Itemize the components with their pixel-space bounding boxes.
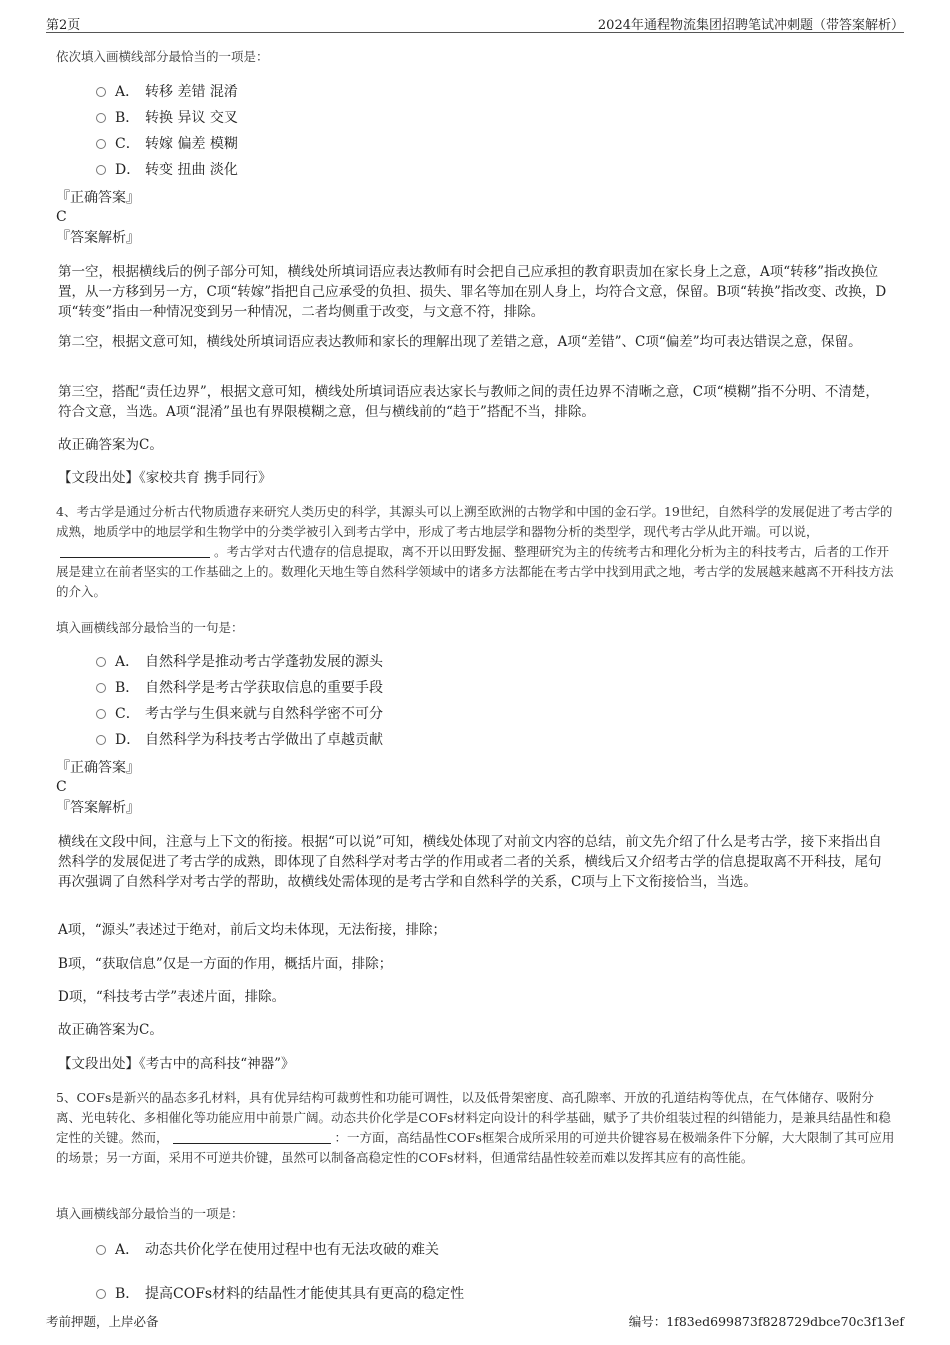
document-title: 2024年通程物流集团招聘笔试冲刺题（带答案解析） [597, 18, 904, 33]
page-header [46, 12, 904, 33]
answer-value: C [56, 779, 67, 795]
q3-option-b[interactable]: B． 转换 异议 交叉 [96, 108, 238, 128]
radio-icon[interactable] [96, 1245, 106, 1255]
radio-icon[interactable] [96, 735, 106, 745]
q4-option-c[interactable]: C． 考古学与生俱来就与自然科学密不可分 [96, 704, 383, 724]
q3-option-a[interactable]: A． 转移 差错 混淆 [96, 82, 238, 102]
q3-option-c[interactable]: C． 转嫁 偏差 模糊 [96, 134, 238, 154]
analysis-label: 『答案解析』 [56, 230, 140, 246]
q4-option-a[interactable]: A． 自然科学是推动考古学蓬勃发展的源头 [96, 652, 383, 672]
radio-icon[interactable] [96, 1289, 106, 1299]
q5-option-a[interactable]: A． 动态共价化学在使用过程中也有无法攻破的难关 [96, 1240, 439, 1260]
radio-icon[interactable] [96, 113, 106, 123]
q5-option-b[interactable]: B． 提高COFs材料的结晶性才能使其具有更高的稳定性 [96, 1284, 464, 1304]
analysis-paragraph: 第一空，根据横线后的例子部分可知，横线处所填词语应表达教师有时会把自己应承担的教育职责加在家长身上之意，A项“转移”指改换位置，从一方移到另一方，C项“转嫁”指把自己应承受的负担、损失、罪名等加在别人身上，均符合文意，保留。B项“转换”指改变、改换，D项“转变”指由一种情况变到另一种情况，二者均侧重于改变，与文意不符，排除。 [58, 264, 887, 320]
answer-value: C [56, 209, 67, 225]
footer-slogan: 考前押题，上岸必备 [46, 1314, 159, 1329]
page-number: 第2页 [46, 18, 81, 33]
analysis-paragraph: A项，“源头”表述过于绝对，前后文均未体现，无法衔接，排除； [58, 922, 447, 938]
analysis-paragraph: 横线在文段中间，注意与上下文的衔接。根据“可以说”可知，横线处体现了对前文内容的总结，前文先介绍了什么是考古学，接下来指出自然科学的发展促进了考古学的成熟，即体现了自然科学对考古学的作用或者二者的关系，横线后又介绍考古学的信息提取离不开科技，尾句再次强调了自然科学对考古学的帮助，故横线处需体现的是考古学和自然科学的关系，C项与上下文衔接恰当，当选。 [58, 834, 882, 890]
document-id: 编号：1f83ed699873f828729dbce70c3f13ef [628, 1314, 904, 1329]
analysis-label: 『答案解析』 [56, 800, 140, 816]
analysis-paragraph: 第二空，根据文意可知，横线处所填词语应表达教师和家长的理解出现了差错之意，A项“差错”、C项“偏差”均可表达错误之意，保留。 [58, 334, 862, 350]
q5-passage: 5、COFs是新兴的晶态多孔材料，具有优异结构可裁剪性和功能可调性，以及低骨架密度、高孔隙率、开放的孔道结构等优点，在气体储存、吸附分离、光电转化、多相催化等功能应用中前景广阔。动态共价化学是COFs材料定向设计的科学基础，赋予了共价组装过程的纠错能力，是兼具结晶性和稳定性的关键。然而， ：一方面，高结晶性COFs框架合成所采用的可逆共价键容易在极端条件下分解，大大限制了其可应用的场景；另一方面，采用不可逆共价键，虽然可以制备高稳定性的COFs材料，但通常结晶性较差而难以发挥其应有的高性能。 [56, 1090, 895, 1165]
analysis-conclusion: 故正确答案为C。 [58, 437, 163, 453]
q4-passage: 4、考古学是通过分析古代物质遗存来研究人类历史的科学，其源头可以上溯至欧洲的古物学和中国的金石学。19世纪，自然科学的发展促进了考古学的成熟，地质学中的地层学和生物学中的分类学被引入到考古学中，形成了考古地层学和器物分析的类型学，现代考古学从此开端。可以说，。考古学对古代遗存的信息提取，离不开以田野发掘、整理研究为主的传统考古和理化分析为主的科技考古，后者的工作开展是建立在前者坚实的工作基础之上的。数理化天地生等自然科学领域中的诸多方法都能在考古学中找到用武之地，考古学的发展越来越离不开科技方法的介入。 [56, 504, 894, 599]
q3-option-d[interactable]: D． 转变 扭曲 淡化 [96, 160, 238, 180]
radio-icon[interactable] [96, 139, 106, 149]
radio-icon[interactable] [96, 165, 106, 175]
q3-prompt: 依次填入画横线部分最恰当的一项是： [56, 49, 269, 64]
q4-option-b[interactable]: B． 自然科学是考古学获取信息的重要手段 [96, 678, 383, 698]
radio-icon[interactable] [96, 709, 106, 719]
answer-blank [60, 543, 210, 558]
analysis-conclusion: 故正确答案为C。 [58, 1022, 163, 1038]
radio-icon[interactable] [96, 87, 106, 97]
analysis-paragraph: 第三空，搭配“责任边界”，根据文意可知，横线处所填词语应表达家长与教师之间的责任边界不清晰之意，C项“模糊”指不分明、不清楚，符合文意，当选。A项“混淆”虽也有界限模糊之意，但与横线前的“趋于”搭配不当，排除。 [58, 384, 879, 420]
answer-label: 『正确答案』 [56, 760, 140, 776]
q4-option-d[interactable]: D． 自然科学为科技考古学做出了卓越贡献 [96, 730, 383, 750]
answer-label: 『正确答案』 [56, 190, 140, 206]
source-citation: 【文段出处】《考古中的高科技“神器”》 [58, 1056, 295, 1072]
answer-blank [173, 1129, 331, 1144]
q4-prompt: 填入画横线部分最恰当的一句是： [56, 620, 244, 635]
source-citation: 【文段出处】《家校共育 携手同行》 [58, 470, 272, 486]
radio-icon[interactable] [96, 657, 106, 667]
q5-prompt: 填入画横线部分最恰当的一项是： [56, 1206, 244, 1221]
analysis-paragraph: D项，“科技考古学”表述片面，排除。 [58, 989, 286, 1005]
analysis-paragraph: B项，“获取信息”仅是一方面的作用，概括片面，排除； [58, 956, 393, 972]
radio-icon[interactable] [96, 683, 106, 693]
